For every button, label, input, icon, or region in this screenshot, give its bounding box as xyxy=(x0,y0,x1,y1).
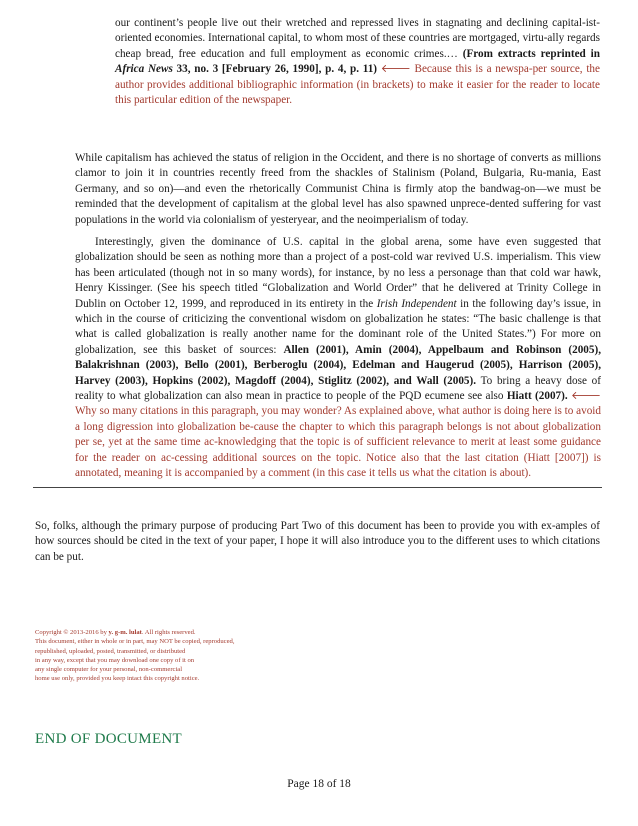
newspaper-title: Irish Independent xyxy=(376,297,457,310)
citation-sources: Allen (2001), Amin (2004), Appelbaum and Robinson (2005), Balakrishnan (2003), Bello (2001), Berberoglu (2004), Edelman and Haugerud (2005), Harrison (2005), Harvey (2003), Hopkins (2002), Magdoff (2004), Stiglitz (2002), and Wall (2005). xyxy=(75,343,601,387)
arrow-left-icon: 🡐 xyxy=(377,63,415,76)
copyright-author: y. g-m. lulat xyxy=(108,629,142,636)
citation-hiatt: Hiatt (2007). xyxy=(506,390,568,403)
quote-source-a: (From extracts reprinted in xyxy=(462,47,600,60)
paragraph-capitalism: While capitalism has achieved the status of religion in the Occident, and there is no shortage of converts as millions clamor to join it in countries recently freed from the shackles of Stalinism (Poland, Bulgaria, Ru-mania, East Germany, and so on)—and even the rhetorically Communist China is firmly atop the bandwag-on—we must be reminded that the development of capitalism at the global level has also spawned unprece-dented suffering for vast populations in the world via colonialism of yesteryear, and the neoimperialism of today. xyxy=(75,152,601,226)
copyright-line-4: in any way, except that you may download one copy of it on xyxy=(35,656,195,664)
para2-text2: in the following day’s issue, in which in the course of criticizing the conventional wisdom on globalization he states: “The basic challenge is that what is called globalization is really another name for the dominant role of the United States.”) For more on globalization, see this basket of sources: xyxy=(75,297,601,356)
para2-comment: Why so many citations in this paragraph, you may wonder? As explained above, what author is doing here is to avoid a long digression into globalization be-cause the chapter to which this paragraph belongs is not about globalization per se, yet at the same time ac-knowledging that the topic is of sufficient relevance to merit at least some guidance for the reader on ac-cessing additional sources on the topic. Notice also that the last citation (Hiatt [2007]) is annotated, meaning it is accompanied by a comment (in this case it tells us what the citation is about). xyxy=(75,405,601,480)
quote-source-b: 33, no. 3 [February 26, 1990], p. 4, p. 11) xyxy=(172,63,378,76)
copyright-line-2: This document, either in whole or in part, may NOT be copied, reproduced, xyxy=(35,638,235,646)
copyright-prefix: Copyright © 2013-2016 by xyxy=(35,629,109,636)
block-quote xyxy=(115,16,600,108)
page-number: Page 18 of 18 xyxy=(287,778,351,790)
paragraph-closing: So, folks, although the primary purpose of producing Part Two of this document has been to provide you with ex-amples of how sources should be cited in the text of your paper, I hope it will also introduce you to the different uses to which citations can be put. xyxy=(35,520,600,563)
copyright-line-6: home use only, provided you keep intact this copyright notice. xyxy=(35,675,200,683)
quote-comment: Because this is a newspa-per source, the author provides additional bibliographic information (in brackets) to make it easier for the reader to locate this particular edition of the newspaper. xyxy=(115,63,600,107)
arrow-left-icon: 🡐 xyxy=(567,390,601,403)
quote-text: our continent’s people live out their wretched and repressed lives in stagnating and declining capital-ist-oriented economies. International capital, to whom most of these countries are mortgaged, virtu-ally regards cheap bread, free education and full employment as economic crimes.… xyxy=(115,17,600,60)
copyright-notice xyxy=(35,628,335,684)
para2-text1: Interestingly, given the dominance of U.S. capital in the global arena, some have even suggested that globalization should be seen as nothing more than a project of a post-cold war revived U.S. imperialism. This view has been articulated (though not in so many words), for instance, by no less a personage than that cold war hawk, Henry Kissinger. (See his speech titled “Globalization and World Order” that he delivered at Trinity College in Dublin on October 12, 1999, and reproduced in its entirety in the xyxy=(75,236,601,310)
paragraph-globalization xyxy=(75,235,601,482)
copyright-suffix: . All rights reserved. xyxy=(141,629,196,636)
copyright-line-1 xyxy=(35,628,335,637)
section-divider xyxy=(33,487,602,488)
end-of-document-label: END OF DOCUMENT xyxy=(35,731,182,747)
quote-source-title: Africa News xyxy=(115,63,173,76)
para2-text3: To bring a heavy dose of reality to what globalization can also mean in practice to people of the PQD ecumene see also xyxy=(75,374,601,403)
copyright-line-3: republished, uploaded, posted, transmitted, or distributed xyxy=(35,647,186,655)
copyright-line-5: any single computer for your personal, non-commercial xyxy=(35,666,183,674)
